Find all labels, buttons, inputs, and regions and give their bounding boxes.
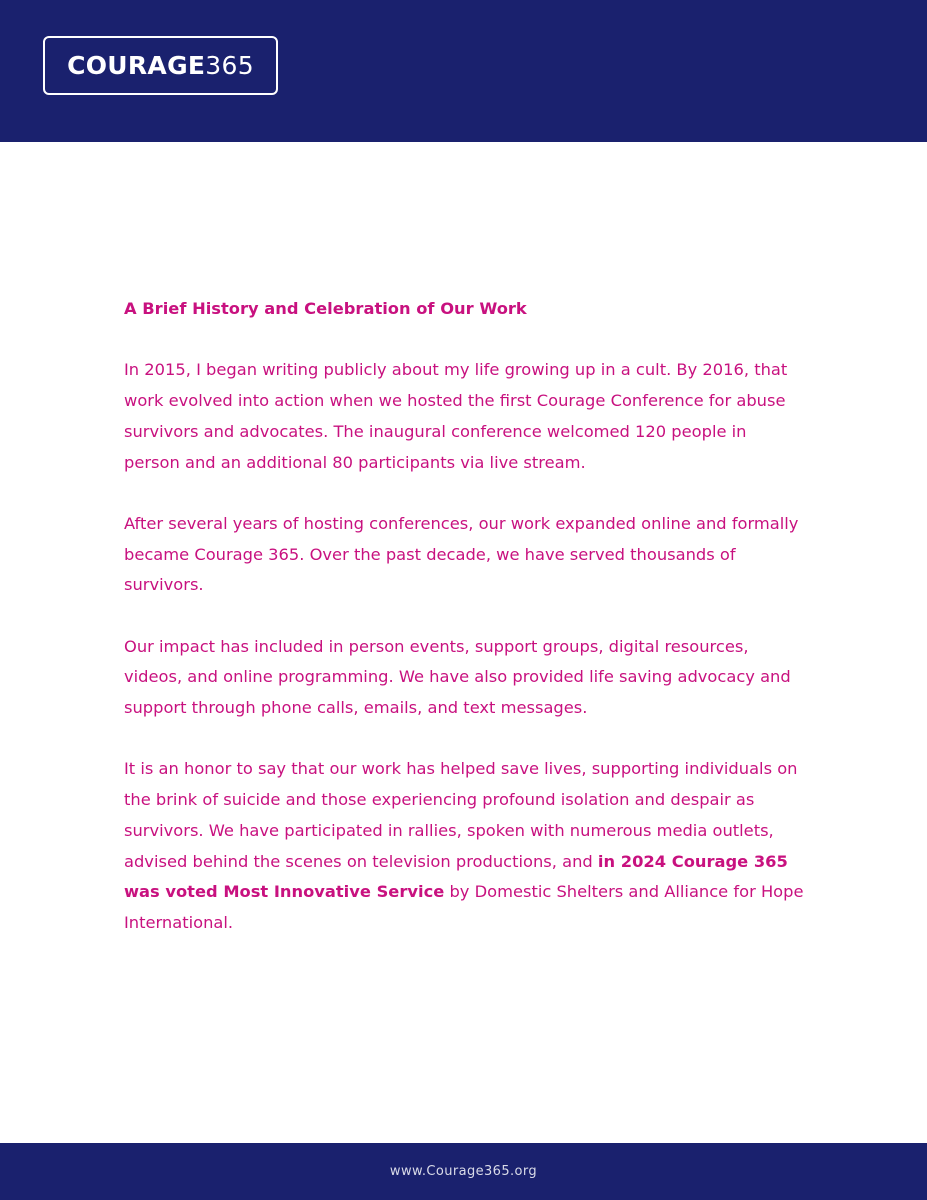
logo-text-365: 365: [205, 51, 254, 80]
paragraph-expansion: After several years of hosting conferences, our work expanded online and formally became Courage 365. Over the past decade, we have served thousands of survivors.: [124, 513, 799, 595]
footer-banner: [0, 1143, 927, 1200]
header-banner: [0, 0, 927, 142]
paragraph-history: In 2015, I began writing publicly about my life growing up in a cult. By 2016, that work evolved into action when we hosted the first Courage Conference for abuse survivors and advocates. The inaugural conference welcomed 120 people in person and an additional 80 participants via live stream.: [124, 360, 788, 472]
paragraph-honor-outro: by Domestic Shelters and Alliance for Hope International.: [124, 882, 804, 932]
award-highlight: in 2024 Courage 365 was voted Most Innovative Service: [124, 851, 788, 902]
article-title: A Brief History and Celebration of Our Work: [124, 299, 527, 318]
article-body: [124, 294, 804, 939]
website-link[interactable]: www.Courage365.org: [389, 1164, 538, 1179]
courage365-logo: [43, 36, 278, 95]
logo-text-courage: COURAGE: [67, 51, 206, 80]
paragraph-honor: [124, 754, 804, 938]
paragraph-impact: Our impact has included in person events, support groups, digital resources, videos, and online programming. We have also provided life saving advocacy and support through phone calls, emails, and text messages.: [124, 636, 791, 718]
paragraph-honor-intro: It is an honor to say that our work has helped save lives, supporting individuals on the brink of suicide and those experiencing profound isolation and despair as survivors. We have participated in rallies, spoken with numerous media outlets, advised behind the scenes on television productions, and: [124, 759, 798, 871]
